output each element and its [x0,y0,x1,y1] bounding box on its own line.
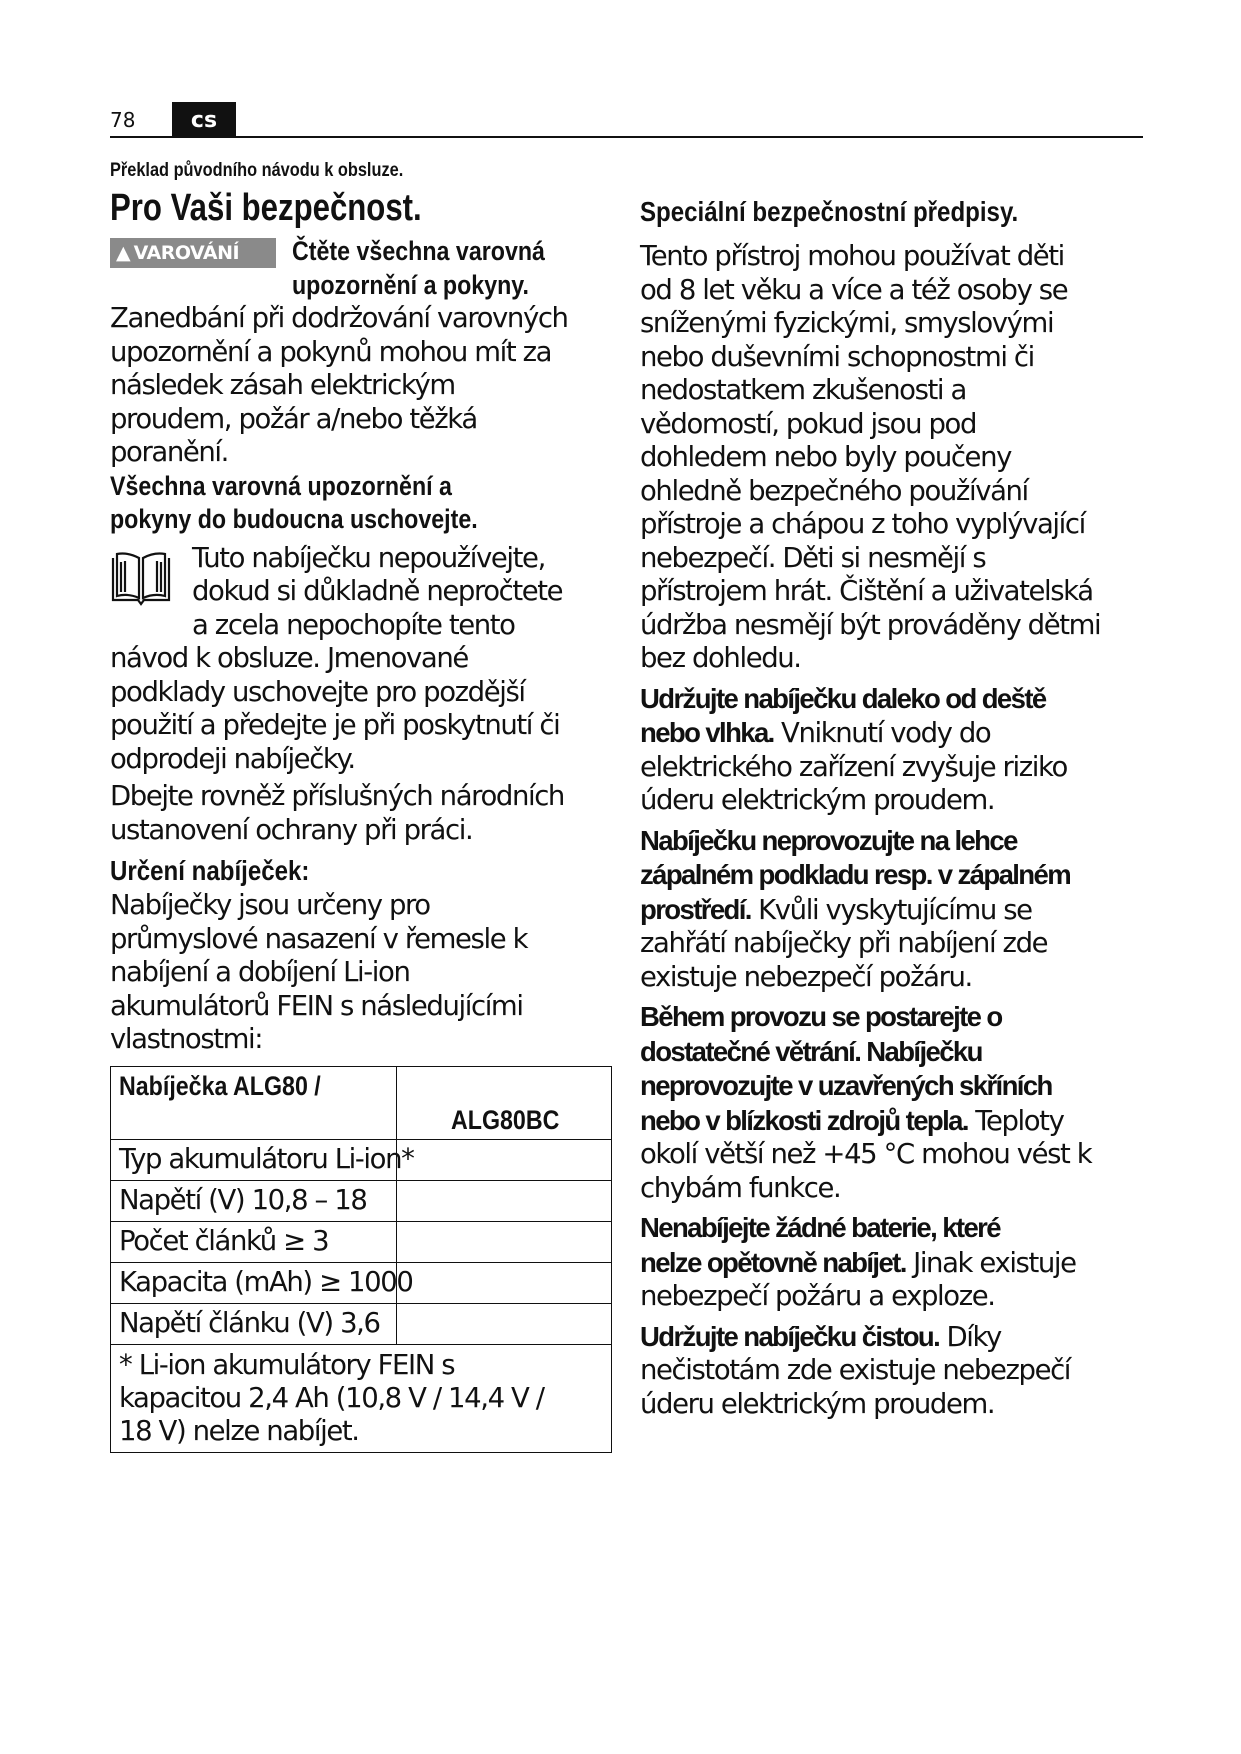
flammable-paragraph: Nabíječku neprovozujte na lehce zápalném podkladu resp. v zápalném prostředí. Kvůli vyskytujícímu se zahřátí nabíječky při nabíjení zde existuje nebezpečí požáru. [640,824,1071,993]
table-footnote: * Li-ion akumulátory FEIN s kapacitou 2,4 Ah (10,8 V / 14,4 V / 18 V) nelze nabíjet. [111,1345,612,1453]
ventilation-paragraph: Během provozu se postarejte o dostatečné větrání. Nabíječku neprovozujte v uzavřených skříních nebo v blízkosti zdrojů tepla. Teploty okolí větší než +45 °C mohou vést k chybám funkce. [640,1001,1092,1204]
table-cell: Napětí (V) 10,8 – 18 [119,1184,367,1216]
right-column [640,186,1140,1421]
intended-use-heading: Určení nabíječek: [110,855,310,886]
warning-heading: Čtěte všechna varovná upozornění a pokyny. [292,236,545,300]
charger-spec-table [110,1066,612,1453]
read-manual-paragraph: Tuto nabíječku nepoužívejte, dokud si důkladně nepročtete a zcela nepochopíte tento návod k obsluze. Jmenované podklady uschovejte pro pozdější použití a předejte je při poskytnutí či odprodeji nabíječky. [110,541,563,775]
intended-use-paragraph: Nabíječky jsou určeny pro průmyslové nasazení v řemesle k nabíjení a dobíjení Li-ion akumulátorů FEIN s následujícími vlastnostmi: [110,889,528,1055]
clean-charger-paragraph: Udržujte nabíječku čistou. Díky nečistotám zde existuje nebezpečí úderu elektrickým proudem. [640,1320,1071,1420]
national-regulations-paragraph: Dbejte rovněž příslušných národních ustanovení ochrany při práci. [110,780,564,846]
children-paragraph: Tento přístroj mohou používat děti od 8 let věku a více a též osoby se sníženými fyzickými, smyslovými nebo duševními schopnostmi či nedostatkem zkušenosti a vědomostí, pokud jsou pod dohledem nebo byly poučeny ohledně bezpečného používání přístroje a chápou z toho vyplývající nebezpečí. Děti si nesmějí s přístrojem hrát. Čištění a uživatelská údržba nesmějí být prováděny dětmi bez dohledu. [640,240,1101,674]
table-header-row [111,1067,612,1140]
translation-note: Překlad původního návodu k obsluze. [110,160,404,181]
special-safety-heading: Speciální bezpečnostní předpisy. [640,196,1019,227]
table-header-left: Nabíječka ALG80 / [111,1067,397,1140]
keep-instructions-heading: Všechna varovná upozornění a pokyny do budoucna uschovejte. [110,470,478,534]
header-rule [110,136,1143,138]
read-manual-block [110,542,610,777]
warning-badge: ▲ VAROVÁNÍ [110,238,276,268]
page-number: 78 [110,108,136,132]
table-cell: Počet článků ≥ 3 [119,1225,329,1257]
table-cell: Typ akumulátoru Li-ion* [119,1143,414,1175]
table-footnote-row [111,1345,612,1453]
language-badge: cs [172,102,236,136]
non-rechargeable-paragraph: Nenabíjejte žádné baterie, které nelze opětovně nabíjet. Jinak existuje nebezpečí požáru a exploze. [640,1212,1076,1312]
left-column [110,186,610,1057]
table-cell: Napětí článku (V) 3,6 [119,1307,380,1339]
table-row [111,1222,612,1263]
table-cell: Kapacita (mAh) ≥ 1000 [119,1266,413,1298]
table-row [111,1181,612,1222]
warning-block [110,234,610,302]
rain-paragraph: Udržujte nabíječku daleko od deště nebo vlhka. Vniknutí vody do elektrického zařízení zvyšuje riziko úderu elektrickým proudem. [640,682,1067,816]
warning-triangle-icon: ▲ [116,242,131,264]
table-row [111,1263,612,1304]
table-row [111,1304,612,1345]
manual-book-icon [110,550,172,606]
warning-paragraph: Zanedbání při dodržování varovných upozornění a pokynů mohou mít za následek zásah elektrickým proudem, požár a/nebo těžká poranění. [110,302,568,468]
table-header-right: ALG80BC [396,1067,611,1140]
section-title: Pro Vaši bezpečnost. [110,187,422,229]
table-row [111,1140,612,1181]
